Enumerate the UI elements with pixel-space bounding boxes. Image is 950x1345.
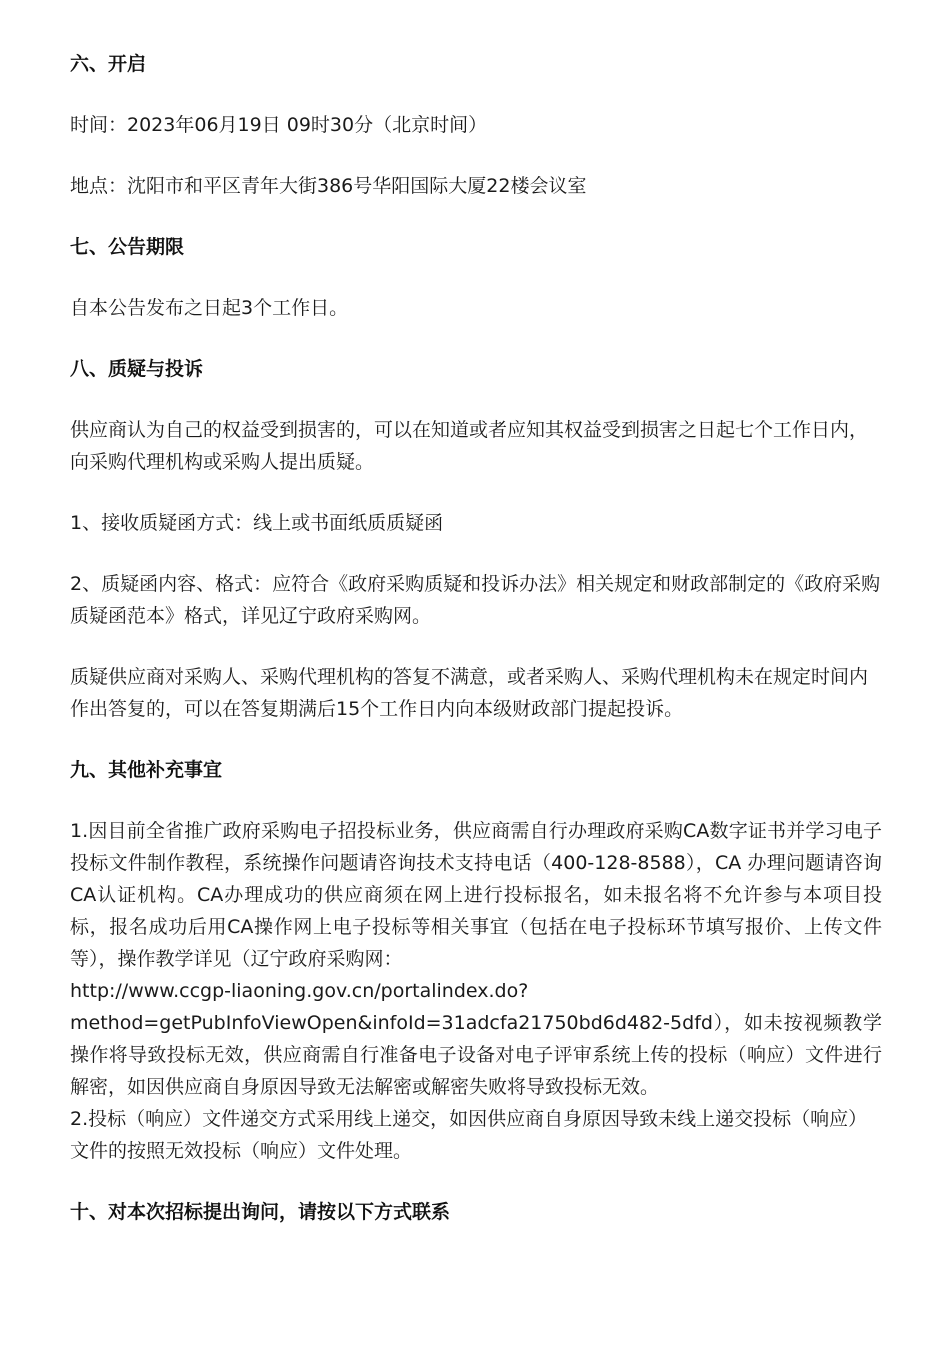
- notice-period-text: 自本公告发布之日起3个工作日。: [70, 297, 349, 319]
- challenge-paragraph-2: 1、接收质疑函方式：线上或书面纸质质疑函: [70, 512, 444, 534]
- section-9-heading: 九、其他补充事宜: [70, 759, 223, 781]
- challenge-paragraph-3: 2、质疑函内容、格式：应符合《政府采购质疑和投诉办法》相关规定和财政部制定的《政府采购质疑函范本》格式，详见辽宁政府采购网。: [70, 573, 881, 627]
- section-6-heading: 六、开启: [70, 53, 147, 75]
- document-page: [70, 48, 882, 1257]
- section-10-heading: 十、对本次招标提出询问，请按以下方式联系: [70, 1201, 451, 1223]
- supplement-item-2: 2.投标（响应）文件递交方式采用线上递交，如因供应商自身原因导致未线上递交投标（响应）文件的按照无效投标（响应）文件处理。: [70, 1108, 868, 1162]
- section-7-heading: 七、公告期限: [70, 236, 185, 258]
- supplement-item-1-text-a: 1.因目前全省推广政府采购电子招投标业务，供应商需自行办理政府采购CA数字证书并学习电子投标文件制作教程，系统操作问题请咨询技术支持电话（400-128-8588），CA 办理问题请咨询CA认证机构。CA办理成功的供应商须在网上进行投标报名，如未报名将不允许参与本项目投标，报名成功后用CA操作网上电子投标等相关事宜（包括在电子投标环节填写报价、上传文件等），操作教学详见（辽宁政府采购网：: [70, 820, 882, 970]
- supplement-item-1: [70, 815, 882, 1103]
- section-8-heading: 八、质疑与投诉: [70, 358, 204, 380]
- complaint-paragraph: 质疑供应商对采购人、采购代理机构的答复不满意，或者采购人、采购代理机构未在规定时间内作出答复的，可以在答复期满后15个工作日内向本级财政部门提起投诉。: [70, 666, 869, 720]
- procurement-url-line-1[interactable]: http://www.ccgp-liaoning.gov.cn/portalindex.do?: [70, 980, 529, 1002]
- procurement-url-line-2[interactable]: method=getPubInfoViewOpen&infoId=31adcfa21750bd6d482-5dfd: [70, 1012, 713, 1034]
- opening-time: 时间：2023年06月19日 09时30分（北京时间）: [70, 114, 488, 136]
- opening-location: 地点：沈阳市和平区青年大街386号华阳国际大厦22楼会议室: [70, 175, 587, 197]
- challenge-paragraph-1: 供应商认为自己的权益受到损害的，可以在知道或者应知其权益受到损害之日起七个工作日内，向采购代理机构或采购人提出质疑。: [70, 419, 869, 473]
- supplement-item-1-text-b: ），如未按视频教学操作将导致投标无效，供应商需自行准备电子设备对电子评审系统上传的投标（响应）文件进行解密，如因供应商自身原因导致无法解密或解密失败将导致投标无效。: [70, 1012, 882, 1098]
